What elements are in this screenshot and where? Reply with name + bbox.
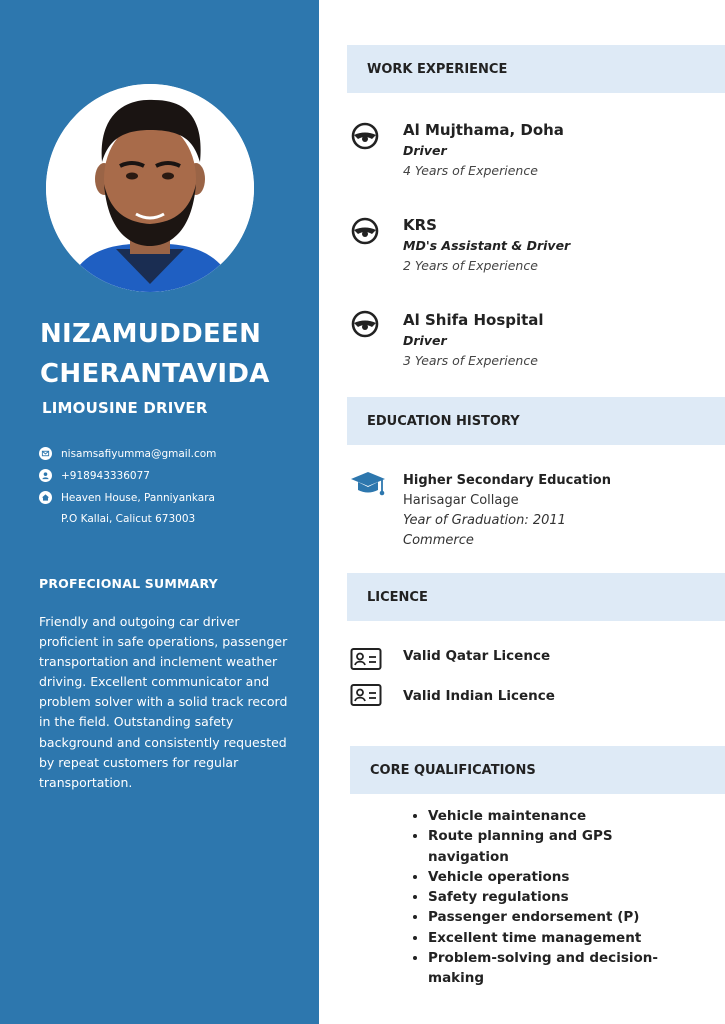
home-icon	[39, 491, 52, 504]
id-card-icon	[350, 683, 382, 707]
email-icon	[39, 447, 52, 460]
summary-text: Friendly and outgoing car driver proficient in safe operations, passenger transportation and inclement weather driving. Excellent communicator and problem solver with a solid track record in the field. Outstanding safety background and consistently requested by repeat customers for regular transportation.	[39, 614, 288, 790]
graduation-cap-icon	[349, 468, 387, 498]
education-stream: Commerce	[403, 533, 474, 548]
qualification-item: • Safety regulations	[428, 887, 678, 907]
contact-address	[39, 491, 215, 504]
education-year: Year of Graduation: 2011	[403, 513, 566, 528]
licence-item: Valid Indian Licence	[403, 688, 555, 704]
licence-item: Valid Qatar Licence	[403, 648, 551, 664]
job-years: 3 Years of Experience	[403, 353, 538, 368]
education-heading: EDUCATION HISTORY	[347, 397, 725, 445]
email-text: nisamsafiyumma@gmail.com	[61, 447, 217, 460]
education-school: Harisagar Collage	[403, 493, 519, 508]
job-company: KRS	[403, 216, 437, 234]
profile-photo	[46, 84, 254, 292]
qualification-item: • Route planning and GPS navigation	[428, 826, 678, 867]
licence-heading: LICENCE	[347, 573, 725, 621]
contact-phone[interactable]	[39, 469, 150, 482]
qualifications-heading: CORE QUALIFICATIONS	[350, 746, 725, 794]
steering-wheel-icon	[350, 121, 380, 151]
work-experience-heading: WORK EXPERIENCE	[347, 45, 725, 93]
contact-email[interactable]	[39, 447, 216, 460]
education-degree: Higher Secondary Education	[403, 473, 611, 488]
qualification-item: • Vehicle maintenance	[428, 806, 678, 826]
job-company: Al Mujthama, Doha	[403, 121, 564, 139]
job-role-title: LIMOUSINE DRIVER	[42, 399, 208, 417]
job-role: MD's Assistant & Driver	[403, 238, 571, 253]
job-years: 4 Years of Experience	[403, 163, 538, 178]
job-role: Driver	[403, 143, 447, 158]
qualification-item: • Vehicle operations	[428, 867, 678, 887]
job-company: Al Shifa Hospital	[403, 311, 544, 329]
steering-wheel-icon	[350, 216, 380, 246]
person-name	[40, 314, 310, 394]
address-line-1: Heaven House, Panniyankara	[61, 491, 215, 504]
phone-text: +918943336077	[61, 469, 150, 482]
name-line-2: CHERANTAVIDA	[40, 359, 270, 389]
name-line-1: NIZAMUDDEEN	[40, 319, 262, 349]
person-photo-icon	[46, 84, 254, 292]
summary-heading: PROFECIONAL SUMMARY	[39, 576, 218, 591]
qualification-item: • Problem-solving and decision-making	[428, 948, 678, 989]
id-card-icon	[350, 647, 382, 671]
qualification-item: • Excellent time management	[428, 928, 678, 948]
steering-wheel-icon	[350, 309, 380, 339]
qualification-item: • Passenger endorsement (P)	[428, 907, 678, 927]
job-role: Driver	[403, 333, 447, 348]
address-line-2: P.O Kallai, Calicut 673003	[61, 513, 196, 525]
job-years: 2 Years of Experience	[403, 258, 538, 273]
user-icon	[39, 469, 52, 482]
sidebar	[0, 0, 319, 1024]
qualifications-list	[408, 806, 678, 989]
